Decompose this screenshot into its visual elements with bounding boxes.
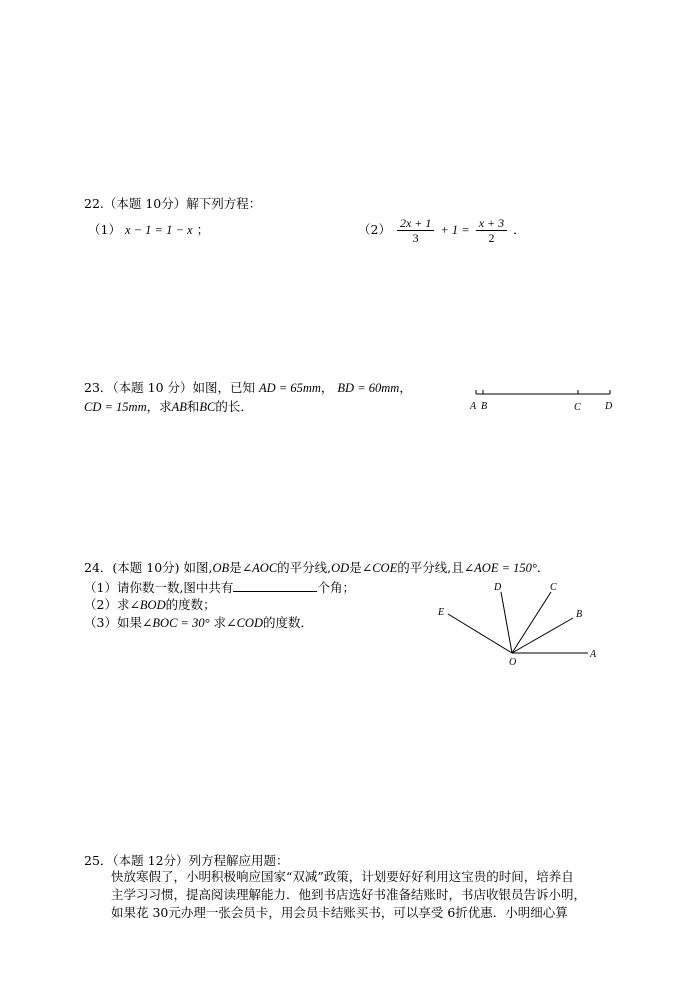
q23-ad: AD = 65mm (259, 381, 321, 395)
q22-part2-end: ． (513, 222, 526, 237)
q24-part1-end: 个角； (317, 580, 355, 595)
q22-header: 22.（本题 10分）解下列方程： (84, 196, 262, 211)
q24-part3-text: （3）如果 (84, 615, 142, 630)
q22-fraction-1 (397, 216, 434, 245)
q24-part3-boc: ∠BOC = 30° (141, 616, 210, 630)
q23-segment-figure (466, 384, 620, 416)
q25-header: 25．（本题 12分）列方程解应用题： (84, 853, 289, 868)
q24-header (84, 560, 549, 576)
q22-part1 (88, 222, 209, 238)
q23-line2 (84, 399, 253, 415)
q23-cd: CD = 15mm (84, 400, 147, 414)
q22-part1-equation: x − 1 = 1 − x (124, 223, 193, 237)
label-b: B (481, 401, 488, 412)
q24-aoe: ∠AOE = 150° (463, 561, 537, 575)
label-d: D (605, 401, 613, 412)
q25-line1: 快放寒假了，小明积极响应国家“双减”政策，计划要好好利用这宝贵的时间，培养自 (111, 869, 574, 884)
q24-angle-figure (432, 578, 604, 670)
q24-part3-cod: ∠COD (226, 616, 263, 630)
q23-tail1: ，求 (146, 399, 172, 414)
q24-header-text: 24．(本题 10分) 如图, (84, 560, 213, 575)
fraction-2-denominator: 2 (488, 231, 495, 245)
ray-oc (512, 592, 551, 653)
q24-ob: OB (212, 561, 230, 575)
q22-part1-label: （1） (88, 222, 121, 237)
q24-answer-blank (233, 579, 317, 592)
q25-body (111, 868, 586, 922)
label-a: A (470, 401, 477, 412)
q24-part3 (84, 615, 313, 631)
q22-part2-label: （2） (358, 222, 391, 237)
q24-is1: 是 (229, 560, 242, 575)
fraction-1-denominator: 3 (412, 231, 419, 245)
label-o: O (509, 657, 517, 668)
fraction-1-numerator: 2x + 1 (397, 216, 434, 231)
q22-part1-end: ； (196, 222, 210, 237)
label-c: C (550, 582, 557, 593)
q24-part2 (84, 597, 216, 613)
ray-od (501, 592, 512, 653)
q24-bisect2: 的平分线,且 (397, 560, 464, 575)
q23-ab: AB (171, 400, 187, 414)
q23-sep2: ， (399, 380, 412, 395)
q22-part2 (358, 210, 526, 250)
label-c: C (574, 402, 581, 413)
q24-part2-text: （2）求 (84, 597, 130, 612)
fraction-2-numerator: x + 3 (476, 216, 507, 231)
label-a: A (590, 649, 597, 660)
q23-bd: BD = 60mm (337, 381, 400, 395)
q24-bisect1: 的平分线, (277, 560, 332, 575)
q23-header: 23．（本题 10 分）如图，已知 (84, 380, 256, 395)
q24-part1-text: （1）请你数一数,图中共有 (84, 580, 234, 595)
q24-part3-end: 的度数． (262, 615, 313, 630)
q22-fraction-2 (476, 216, 507, 245)
q24-part1 (84, 579, 355, 596)
q24-part3-mid: 求 (209, 615, 227, 630)
q24-coe: ∠COE (361, 561, 398, 575)
label-e: E (438, 607, 445, 618)
q24-od: OD (331, 561, 350, 575)
q25-line3: 如果花 30元办理一张会员卡，用会员卡结账买书，可以享受 6折优惠．小明细心算 (111, 905, 568, 920)
q24-part2-end: 的度数； (165, 597, 216, 612)
label-b: B (576, 609, 583, 620)
q23-line1 (84, 380, 412, 396)
q23-and: 和 (186, 399, 200, 414)
label-d: D (494, 582, 502, 593)
q24-part2-angle: ∠BOD (129, 598, 166, 612)
q23-bc: BC (199, 400, 216, 414)
q24-dot: ． (536, 560, 550, 575)
q23-tail2: 的长． (215, 399, 253, 414)
ray-ob (512, 618, 573, 653)
q24-aoc: ∠AOC (241, 561, 278, 575)
ray-oe (448, 614, 512, 653)
q25-line2: 主学习习惯，提高阅读理解能力．他到书店选好书准备结账时，书店收银员告诉小明， (111, 887, 587, 902)
q24-is2: 是 (349, 560, 362, 575)
q22-part2-mid: + 1 = (440, 223, 470, 237)
q23-sep1: ， (320, 380, 334, 395)
